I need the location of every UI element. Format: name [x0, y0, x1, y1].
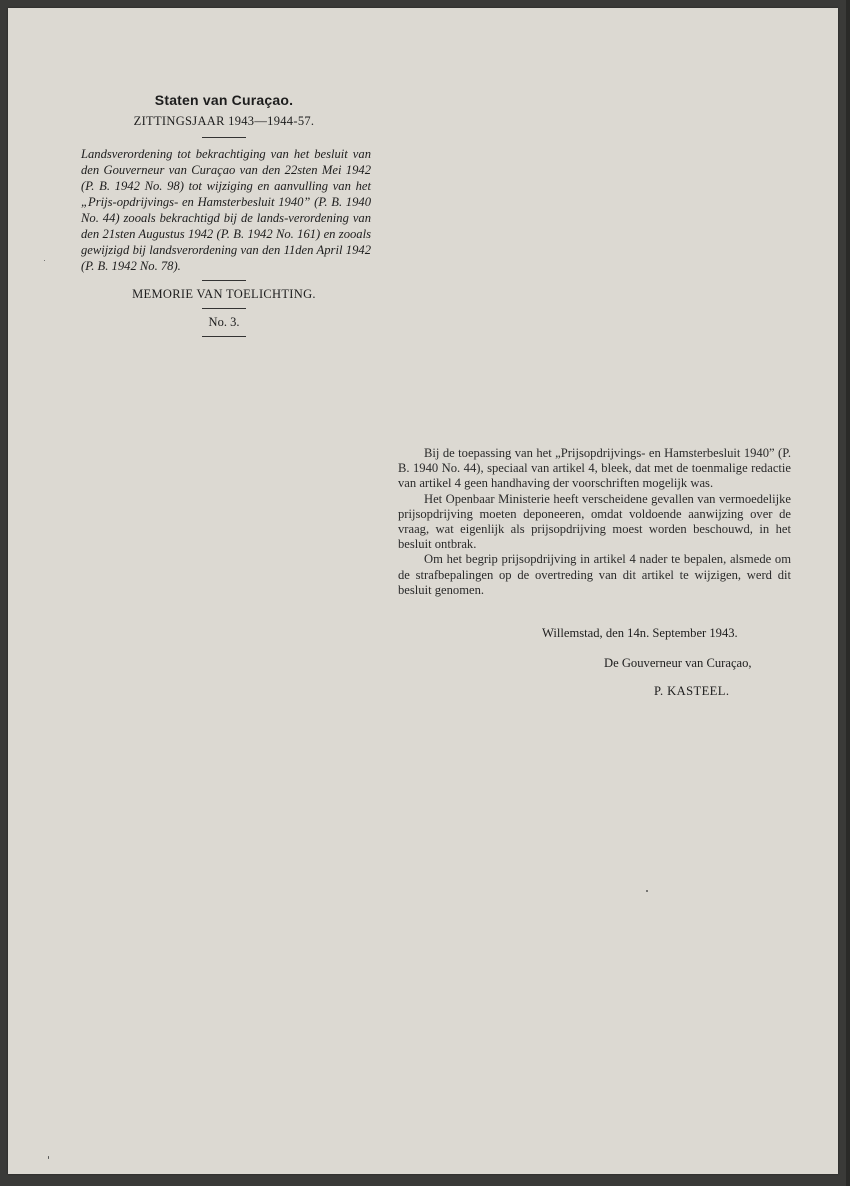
memorie-heading: MEMORIE VAN TOELICHTING. — [132, 287, 316, 301]
signature-name: P. KASTEEL. — [654, 684, 730, 698]
body-paragraph: Om het begrip prijsopdrijving in artikel 4 nader te bepalen, alsmede om de strafbepalingen op de overtreding van dit artikel te wijzigen, werd dit besluit genomen. — [398, 552, 791, 597]
session-year: ZITTINGSJAAR 1943—1944-57. — [133, 114, 315, 128]
governor-title: De Gouverneur van Curaçao, — [604, 656, 752, 670]
divider — [202, 137, 246, 138]
ordinance-title: Landsverordening tot bekrachtiging van het besluit van den Gouverneur van Curaçao van den 22sten Mei 1942 (P. B. 1942 No. 98) tot wijziging en aanvulling van het „Prijs-opdrijvings- en Hamsterbesluit 1940” (P. B. 1940 No. 44) zooals bekrachtigd bij de lands-verordening van den 21sten Augustus 1942 (P. B. 1942 No. 161) en zooals gewijzigd bij landsverordening van den 11den April 1942 (P. B. 1942 No. 78). — [81, 147, 371, 273]
institution-title: Staten van Curaçao. — [154, 92, 294, 108]
explanation-body — [398, 446, 791, 598]
page-edge — [846, 0, 850, 1186]
divider — [202, 280, 246, 281]
divider — [202, 308, 246, 309]
body-paragraph: Bij de toepassing van het „Prijsopdrijvings- en Hamsterbesluit 1940” (P. B. 1940 No. 44), speciaal van artikel 4, bleek, dat met de toenmalige redactie van artikel 4 geen handhaving der voorschriften mogelijk was. — [398, 446, 791, 491]
paper-speck — [44, 260, 45, 261]
header-block — [74, 92, 374, 343]
place-date: Willemstad, den 14n. September 1943. — [542, 626, 738, 640]
divider — [202, 336, 246, 337]
document-page — [8, 8, 838, 1174]
paper-speck — [48, 1156, 49, 1159]
paper-speck — [646, 890, 648, 892]
document-number: No. 3. — [208, 315, 240, 329]
body-paragraph: Het Openbaar Ministerie heeft verscheidene gevallen van vermoedelijke prijsopdrijving moeten deponeeren, omdat voldoende aanwijzing over de vraag, wat eigenlijk als prijsopdrijving moest worden beschouwd, in het besluit ontbrak. — [398, 491, 791, 552]
